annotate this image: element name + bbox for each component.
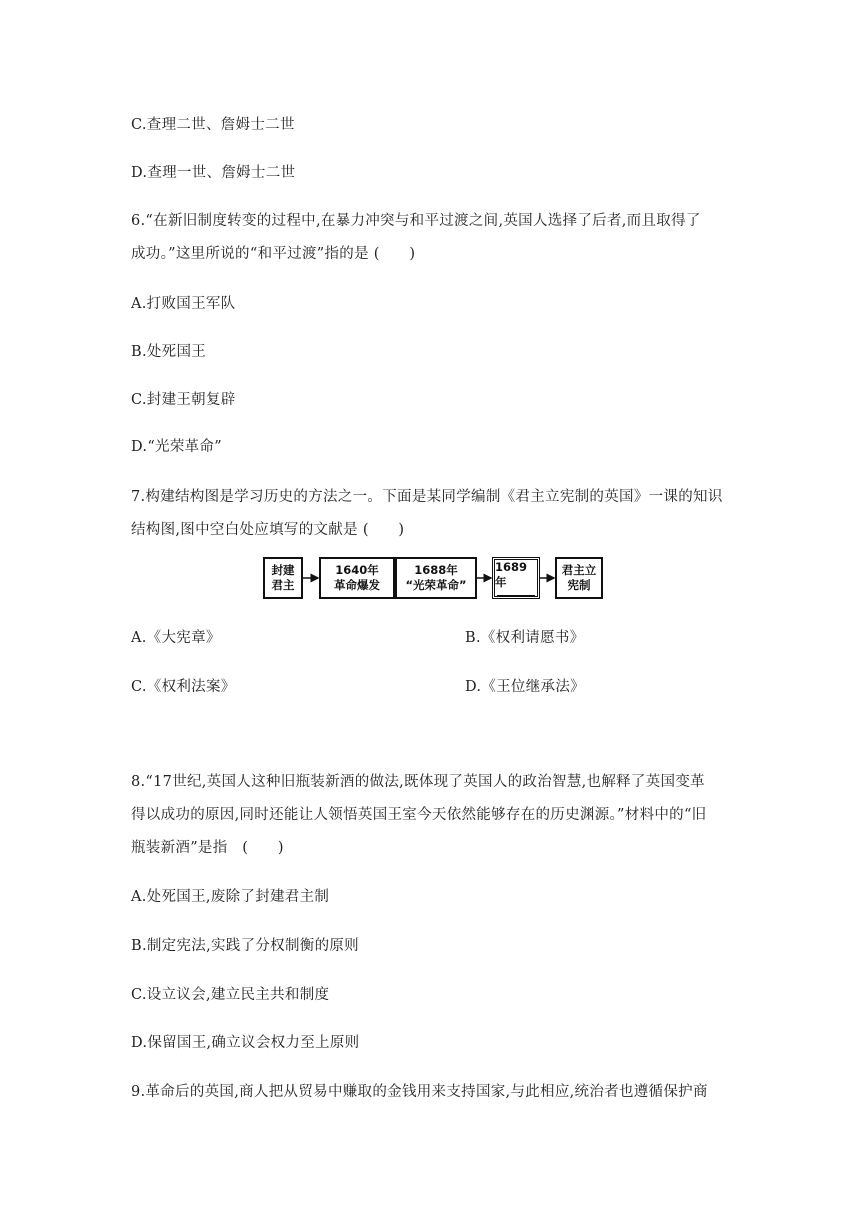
diagram-box1-line2: 君主 [271, 578, 295, 592]
q6-stem-line2: 成功。”这里所说的“和平过渡”指的是 ( ) [131, 246, 416, 262]
q6-stem-line1: 6.“在新旧制度转变的过程中,在暴力冲突与和平过渡之间,英国人选择了后者,而且取得了 [131, 213, 701, 229]
q8-option-c: C.设立议会,建立民主共和制度 [131, 987, 330, 1003]
diagram-box5-line1: 君主立 [561, 563, 597, 577]
diagram-box2-line1: 1640年 [335, 563, 379, 577]
q6-option-c: C.封建王朝复辟 [131, 392, 236, 408]
q8-option-b: B.制定宪法,实践了分权制衡的原则 [131, 938, 359, 954]
q7-option-b: B.《权利请愿书》 [465, 630, 585, 646]
q9-stem-line1: 9.革命后的英国,商人把从贸易中赚取的金钱用来支持国家,与此相应,统治者也遵循保护商 [131, 1084, 708, 1100]
q7-option-a: A.《大宪章》 [131, 630, 221, 646]
diagram-box4-label: 1689年 [495, 560, 528, 589]
q6-option-a: A.打败国王军队 [131, 296, 236, 312]
q7-stem-line2: 结构图,图中空白处应填写的文献是 ( ) [131, 522, 405, 538]
q6-option-d: D.“光荣革命” [131, 439, 222, 455]
q5-option-c: C.查理二世、詹姆士二世 [131, 117, 295, 133]
q8-stem-line1: 8.“17世纪,英国人这种旧瓶装新酒的做法,既体现了英国人的政治智慧,也解释了英国变革 [131, 774, 705, 790]
diagram-box1-line1: 封建 [271, 563, 295, 577]
diagram-box3-line2: “光荣革命” [405, 578, 467, 592]
q7-option-c: C.《权利法案》 [131, 679, 236, 695]
diagram-box3-line1: 1688年 [414, 563, 458, 577]
q6-option-b: B.处死国王 [131, 344, 207, 360]
diagram-box5-line2: 宪制 [567, 578, 591, 592]
q8-stem-line2: 得以成功的原因,同时还能让人领悟英国王室今天依然能够存在的历史渊源。”材料中的“旧 [131, 807, 707, 823]
structure-diagram [263, 555, 603, 603]
q5-option-d: D.查理一世、詹姆士二世 [131, 165, 296, 181]
q8-stem-line3: 瓶装新酒”是指 ( ) [131, 840, 284, 856]
diagram-arrows [263, 555, 603, 603]
q8-option-d: D.保留国王,确立议会权力至上原则 [131, 1035, 360, 1051]
q7-stem-line1: 7.构建结构图是学习历史的方法之一。下面是某同学编制《君主立宪制的英国》一课的知识 [131, 489, 723, 505]
q7-option-d: D.《王位继承法》 [465, 679, 585, 695]
q8-option-a: A.处死国王,废除了封建君主制 [131, 889, 330, 905]
diagram-box2-line2: 革命爆发 [334, 578, 380, 592]
